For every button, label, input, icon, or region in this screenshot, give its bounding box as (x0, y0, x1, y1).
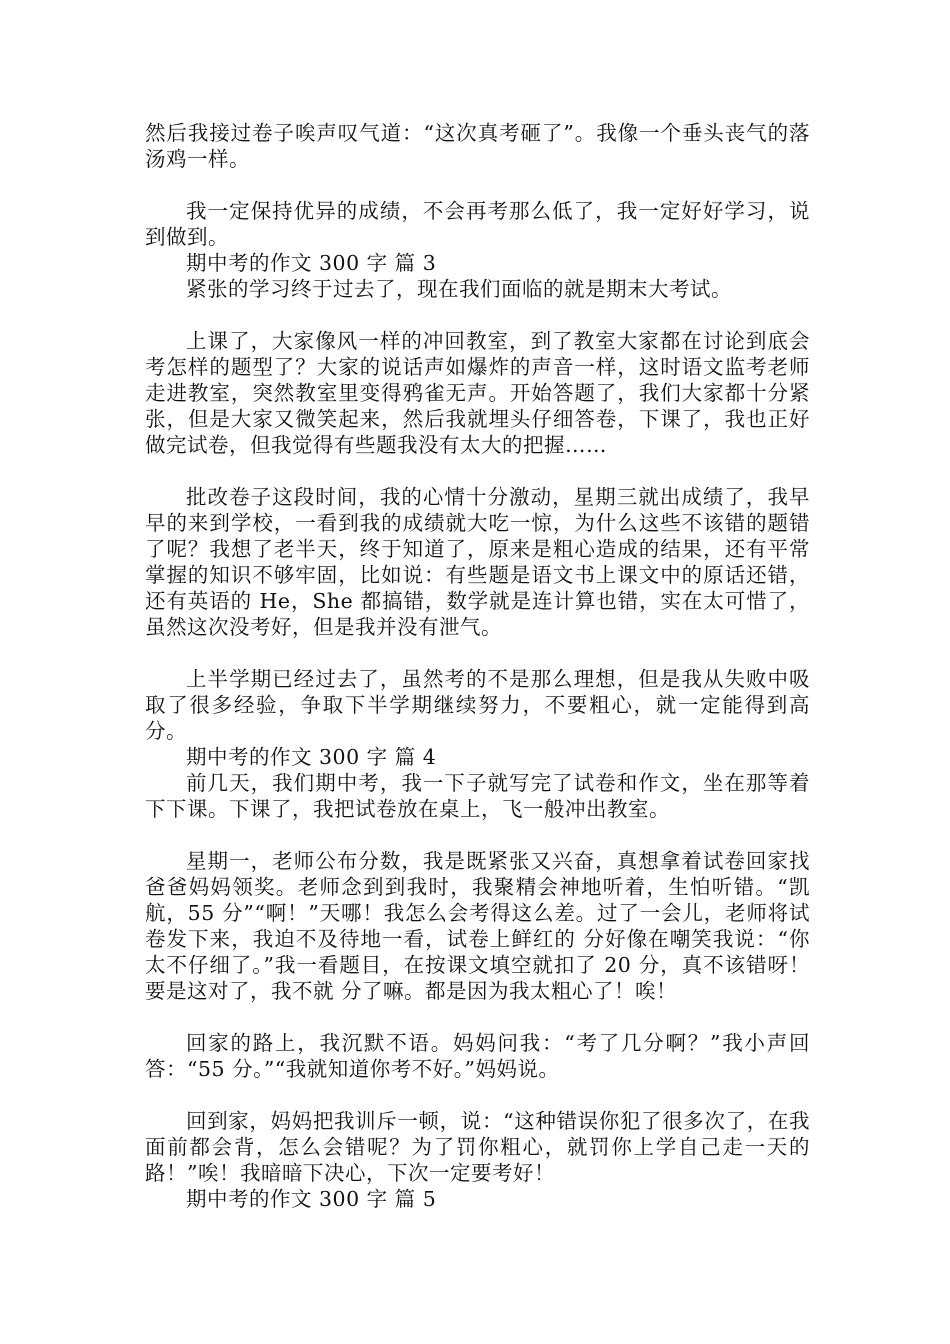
document-body (145, 120, 810, 1212)
paragraph: 上半学期已经过去了，虽然考的不是那么理想，但是我从失败中吸取了很多经验，争取下半学期继续努力，不要粗心，就一定能得到高分。 (145, 667, 810, 743)
section-heading: 期中考的作文 300 字 篇 5 (186, 1187, 437, 1211)
paragraph: 然后我接过卷子唉声叹气道：“这次真考砸了”。我像一个垂头丧气的落汤鸡一样。 (145, 121, 810, 171)
paragraph: 我一定保持优异的成绩，不会再考那么低了，我一定好好学习，说到做到。 (145, 199, 810, 249)
section-heading: 期中考的作文 300 字 篇 4 (186, 745, 437, 769)
paragraph: 回到家，妈妈把我训斥一顿，说：“这种错误你犯了很多次了，在我面前都会背，怎么会错呢？为了罚你粗心，就罚你上学自己走一天的路！”唉！我暗暗下决心，下次一定要考好！ (145, 1109, 810, 1185)
section-heading: 期中考的作文 300 字 篇 3 (186, 251, 437, 275)
paragraph: 星期一，老师公布分数，我是既紧张又兴奋，真想拿着试卷回家找爸爸妈妈领奖。老师念到到我时，我聚精会神地听着，生怕听错。“凯航，55 分”“啊！”天哪！我怎么会考得这么差。过了一会儿，老师将试卷发下来，我迫不及待地一看，试卷上鲜红的 分好像在嘲笑我说：“你太不仔细了。”我一看题目，在按课文填空就扣了 20 分，真不该错呀！要是这对了，我不就 分了嘛。都是因为我太粗心了！唉！ (145, 849, 810, 1003)
paragraph: 批改卷子这段时间，我的心情十分激动，星期三就出成绩了，我早早的来到学校，一看到我的成绩就大吃一惊，为什么这些不该错的题错了呢？我想了老半天，终于知道了，原来是粗心造成的结果，还有平常掌握的知识不够牢固，比如说：有些题是语文书上课文中的原话还错，还有英语的 He，She 都搞错，数学就是连计算也错，实在太可惜了，虽然这次没考好，但是我并没有泄气。 (145, 485, 810, 639)
paragraph: 紧张的学习终于过去了，现在我们面临的就是期末大考试。 (186, 277, 732, 301)
paragraph: 回家的路上，我沉默不语。妈妈问我：“考了几分啊？”我小声回答：“55 分。”“我就知道你考不好。”妈妈说。 (145, 1031, 810, 1081)
paragraph: 前几天，我们期中考，我一下子就写完了试卷和作文，坐在那等着下下课。下课了，我把试卷放在桌上，飞一般冲出教室。 (145, 771, 810, 821)
paragraph: 上课了，大家像风一样的冲回教室，到了教室大家都在讨论到底会考怎样的题型了？大家的说话声如爆炸的声音一样，这时语文监考老师走进教室，突然教室里变得鸦雀无声。开始答题了，我们大家都十分紧张，但是大家又微笑起来，然后我就埋头仔细答卷，下课了，我也正好做完试卷，但我觉得有些题我没有太大的把握…… (145, 329, 810, 457)
